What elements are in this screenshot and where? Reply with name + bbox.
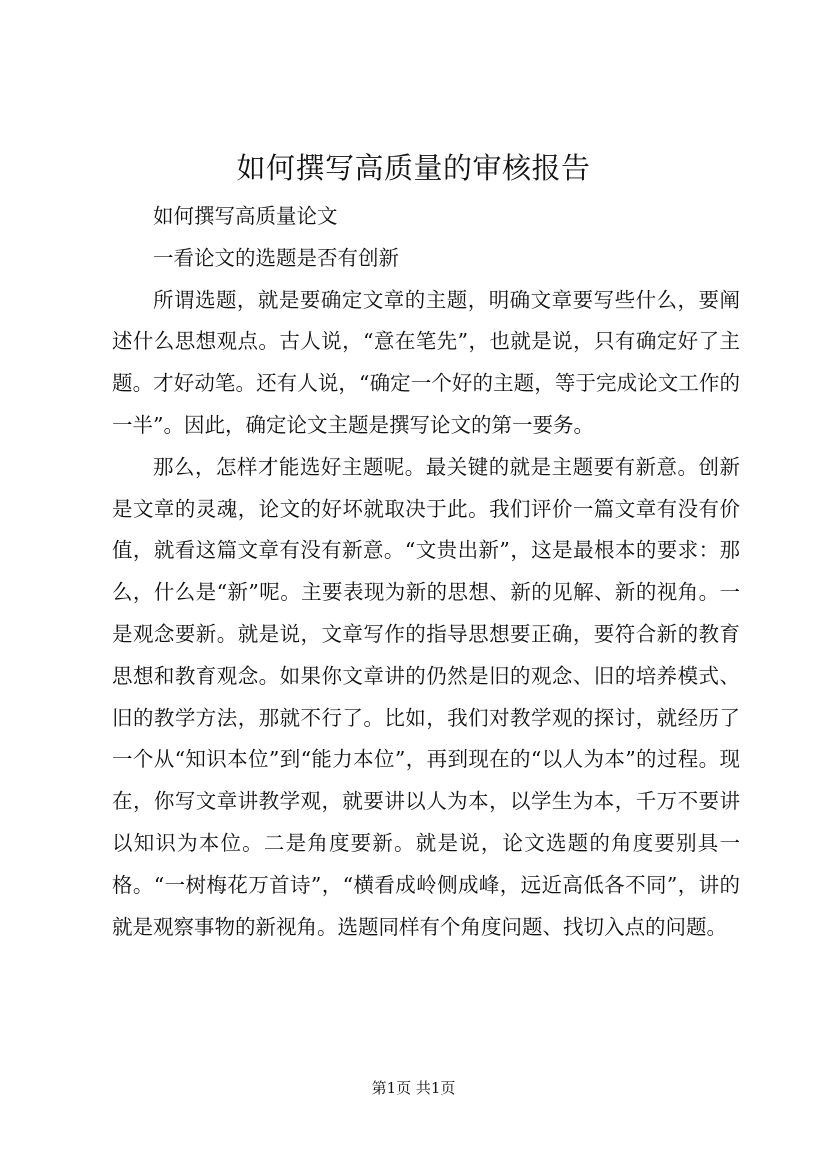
paragraph: 所谓选题，就是要确定文章的主题，明确文章要写些什么，要阐述什么思想观点。古人说，“意在笔先”，也就是说，只有确定好了主题。才好动笔。还有人说，“确定一个好的主题，等于完成论文工作的一半”。因此，确定论文主题是撰写论文的第一要务。	[112, 287, 740, 437]
page-footer: 第1页 共1页	[371, 1079, 456, 1097]
paragraph: 那么，怎样才能选好主题呢。最关键的就是主题要有新意。创新是文章的灵魂，论文的好坏就取决于此。我们评价一篇文章有没有价值，就看这篇文章有没有新意。“文贵出新”，这是最根本的要求：那么，什么是“新”呢。主要表现为新的思想、新的见解、新的视角。一是观念要新。就是说，文章写作的指导思想要正确，要符合新的教育思想和教育观念。如果你文章讲的仍然是旧的观念、旧的培养模式、旧的教学方法，那就不行了。比如，我们对教学观的探讨，就经历了一个从“知识本位”到“能力本位”，再到现在的“以人为本”的过程。现在，你写文章讲教学观，就要讲以人为本，以学生为本，千万不要讲以知识为本位。二是角度要新。就是说，论文选题的角度要别具一格。“一树梅花万首诗”，“横看成岭侧成峰，远近高低各不同”，讲的就是观察事物的新视角。选题同样有个角度问题、找切入点的问题。	[112, 454, 740, 939]
document-body	[112, 196, 740, 948]
paragraph-subtitle: 如何撰写高质量论文	[153, 204, 338, 228]
document-title: 如何撰写高质量的审核报告	[236, 151, 591, 185]
paragraph-heading: 一看论文的选题是否有创新	[153, 245, 399, 270]
